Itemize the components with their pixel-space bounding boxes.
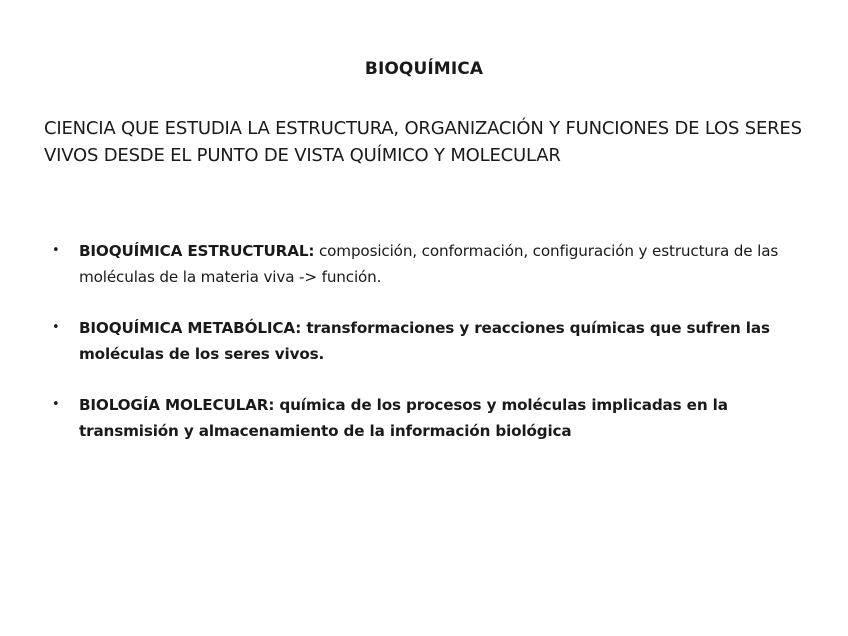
bullet-term: BIOQUÍMICA METABÓLICA: [79,319,302,337]
bullet-item-metabolic [52,315,822,367]
bullet-item-structural [52,238,822,290]
bullet-description: transformaciones y reacciones químicas que sufren las moléculas de los seres vivos. [79,319,770,363]
definition-text: CIENCIA QUE ESTUDIA LA ESTRUCTURA, ORGANIZACIÓN Y FUNCIONES DE LOS SERES VIVOS DESDE EL PUNTO DE VISTA QUÍMICO Y MOLECULAR [44,118,802,166]
bullet-description: química de los procesos y moléculas implicadas en la transmisión y almacenamiento de la información biológica [79,396,728,440]
bullet-item-molecular [52,392,822,444]
bullet-icon: • [52,397,60,412]
slide-title: BIOQUÍMICA [364,59,484,79]
bullet-list [52,238,822,469]
bullet-description: composición, conformación, configuración y estructura de las moléculas de la materia viva -> función. [79,242,779,286]
bullet-icon: • [52,320,60,335]
bullet-term: BIOLOGÍA MOLECULAR: [79,396,275,414]
bullet-term: BIOQUÍMICA ESTRUCTURAL: [79,242,315,260]
bullet-icon: • [52,243,60,258]
